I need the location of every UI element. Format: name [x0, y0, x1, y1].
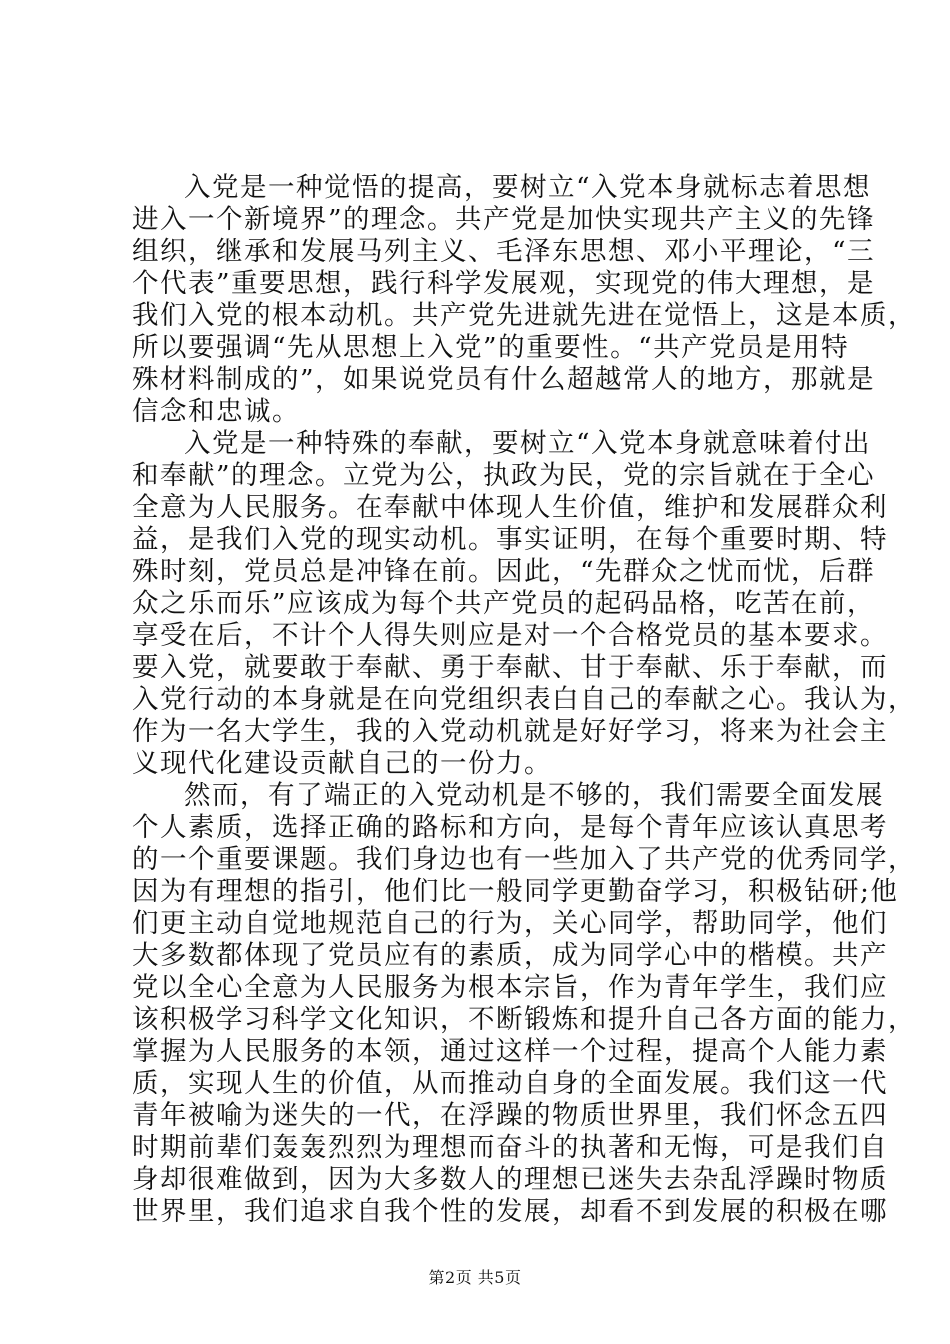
- text-line: 信念和忠诚。: [132, 396, 300, 427]
- text-line: 义现代化建设贡献自己的一份力。: [132, 748, 552, 779]
- text-line: 然而，有了端正的入党动机是不够的，我们需要全面发展: [184, 780, 884, 811]
- text-line: 作为一名大学生，我的入党动机就是好好学习，将来为社会主: [132, 716, 888, 747]
- document-body: [132, 172, 916, 1228]
- text-line: 入党是一种觉悟的提高，要树立“入党本身就标志着思想: [184, 172, 872, 203]
- text-line: 殊材料制成的”，如果说党员有什么超越常人的地方，那就是: [132, 364, 876, 395]
- text-line: 享受在后，不计个人得失则应是对一个合格党员的基本要求。: [132, 620, 888, 651]
- text-line: 入党是一种特殊的奉献，要树立“入党本身就意味着付出: [184, 428, 872, 459]
- paragraph-3: [132, 780, 916, 1228]
- text-line: 入党行动的本身就是在向党组织表白自己的奉献之心。我认为，: [132, 684, 916, 715]
- text-line: 个人素质，选择正确的路标和方向，是每个青年应该认真思考: [132, 812, 888, 843]
- text-line: 全意为人民服务。在奉献中体现人生价值，维护和发展群众利: [132, 492, 888, 523]
- paragraph-1: [132, 172, 916, 428]
- text-line: 时期前辈们轰轰烈烈为理想而奋斗的执著和无悔，可是我们自: [132, 1132, 888, 1163]
- page-number-footer: 第2页 共5页: [428, 1268, 522, 1287]
- text-line: 我们入党的根本动机。共产党先进就先进在觉悟上，这是本质，: [132, 300, 916, 331]
- text-line: 殊时刻，党员总是冲锋在前。因此，“先群众之忧而忧，后群: [132, 556, 876, 587]
- text-line: 进入一个新境界”的理念。共产党是加快实现共产主义的先锋: [132, 204, 876, 235]
- text-line: 益，是我们入党的现实动机。事实证明，在每个重要时期、特: [132, 524, 888, 555]
- text-line: 青年被喻为迷失的一代，在浮躁的物质世界里，我们怀念五四: [132, 1100, 888, 1131]
- text-line: 身却很难做到，因为大多数人的理想已迷失去杂乱浮躁时物质: [132, 1164, 888, 1195]
- text-line: 的一个重要课题。我们身边也有一些加入了共产党的优秀同学，: [132, 844, 916, 875]
- text-line: 要入党，就要敢于奉献、勇于奉献、甘于奉献、乐于奉献，而: [132, 652, 888, 683]
- text-line: 所以要强调“先从思想上入党”的重要性。“共产党员是用特: [132, 332, 850, 363]
- text-line: 个代表”重要思想，践行科学发展观，实现党的伟大理想，是: [132, 268, 876, 299]
- text-line: 党以全心全意为人民服务为根本宗旨，作为青年学生，我们应: [132, 972, 888, 1003]
- text-line: 因为有理想的指引，他们比一般同学更勤奋学习，积极钻研;他: [132, 876, 899, 907]
- text-line: 世界里，我们追求自我个性的发展，却看不到发展的积极在哪: [132, 1196, 888, 1227]
- text-line: 组织，继承和发展马列主义、毛泽东思想、邓小平理论，“三: [132, 236, 876, 267]
- text-line: 众之乐而乐”应该成为每个共产党员的起码品格，吃苦在前，: [132, 588, 876, 619]
- text-line: 们更主动自觉地规范自己的行为，关心同学，帮助同学，他们: [132, 908, 888, 939]
- paragraph-2: [132, 428, 916, 780]
- text-line: 该积极学习科学文化知识，不断锻炼和提升自己各方面的能力，: [132, 1004, 916, 1035]
- text-line: 掌握为人民服务的本领，通过这样一个过程，提高个人能力素: [132, 1036, 888, 1067]
- text-line: 大多数都体现了党员应有的素质，成为同学心中的楷模。共产: [132, 940, 888, 971]
- text-line: 和奉献”的理念。立党为公，执政为民，党的宗旨就在于全心: [132, 460, 876, 491]
- text-line: 质，实现人生的价值，从而推动自身的全面发展。我们这一代: [132, 1068, 888, 1099]
